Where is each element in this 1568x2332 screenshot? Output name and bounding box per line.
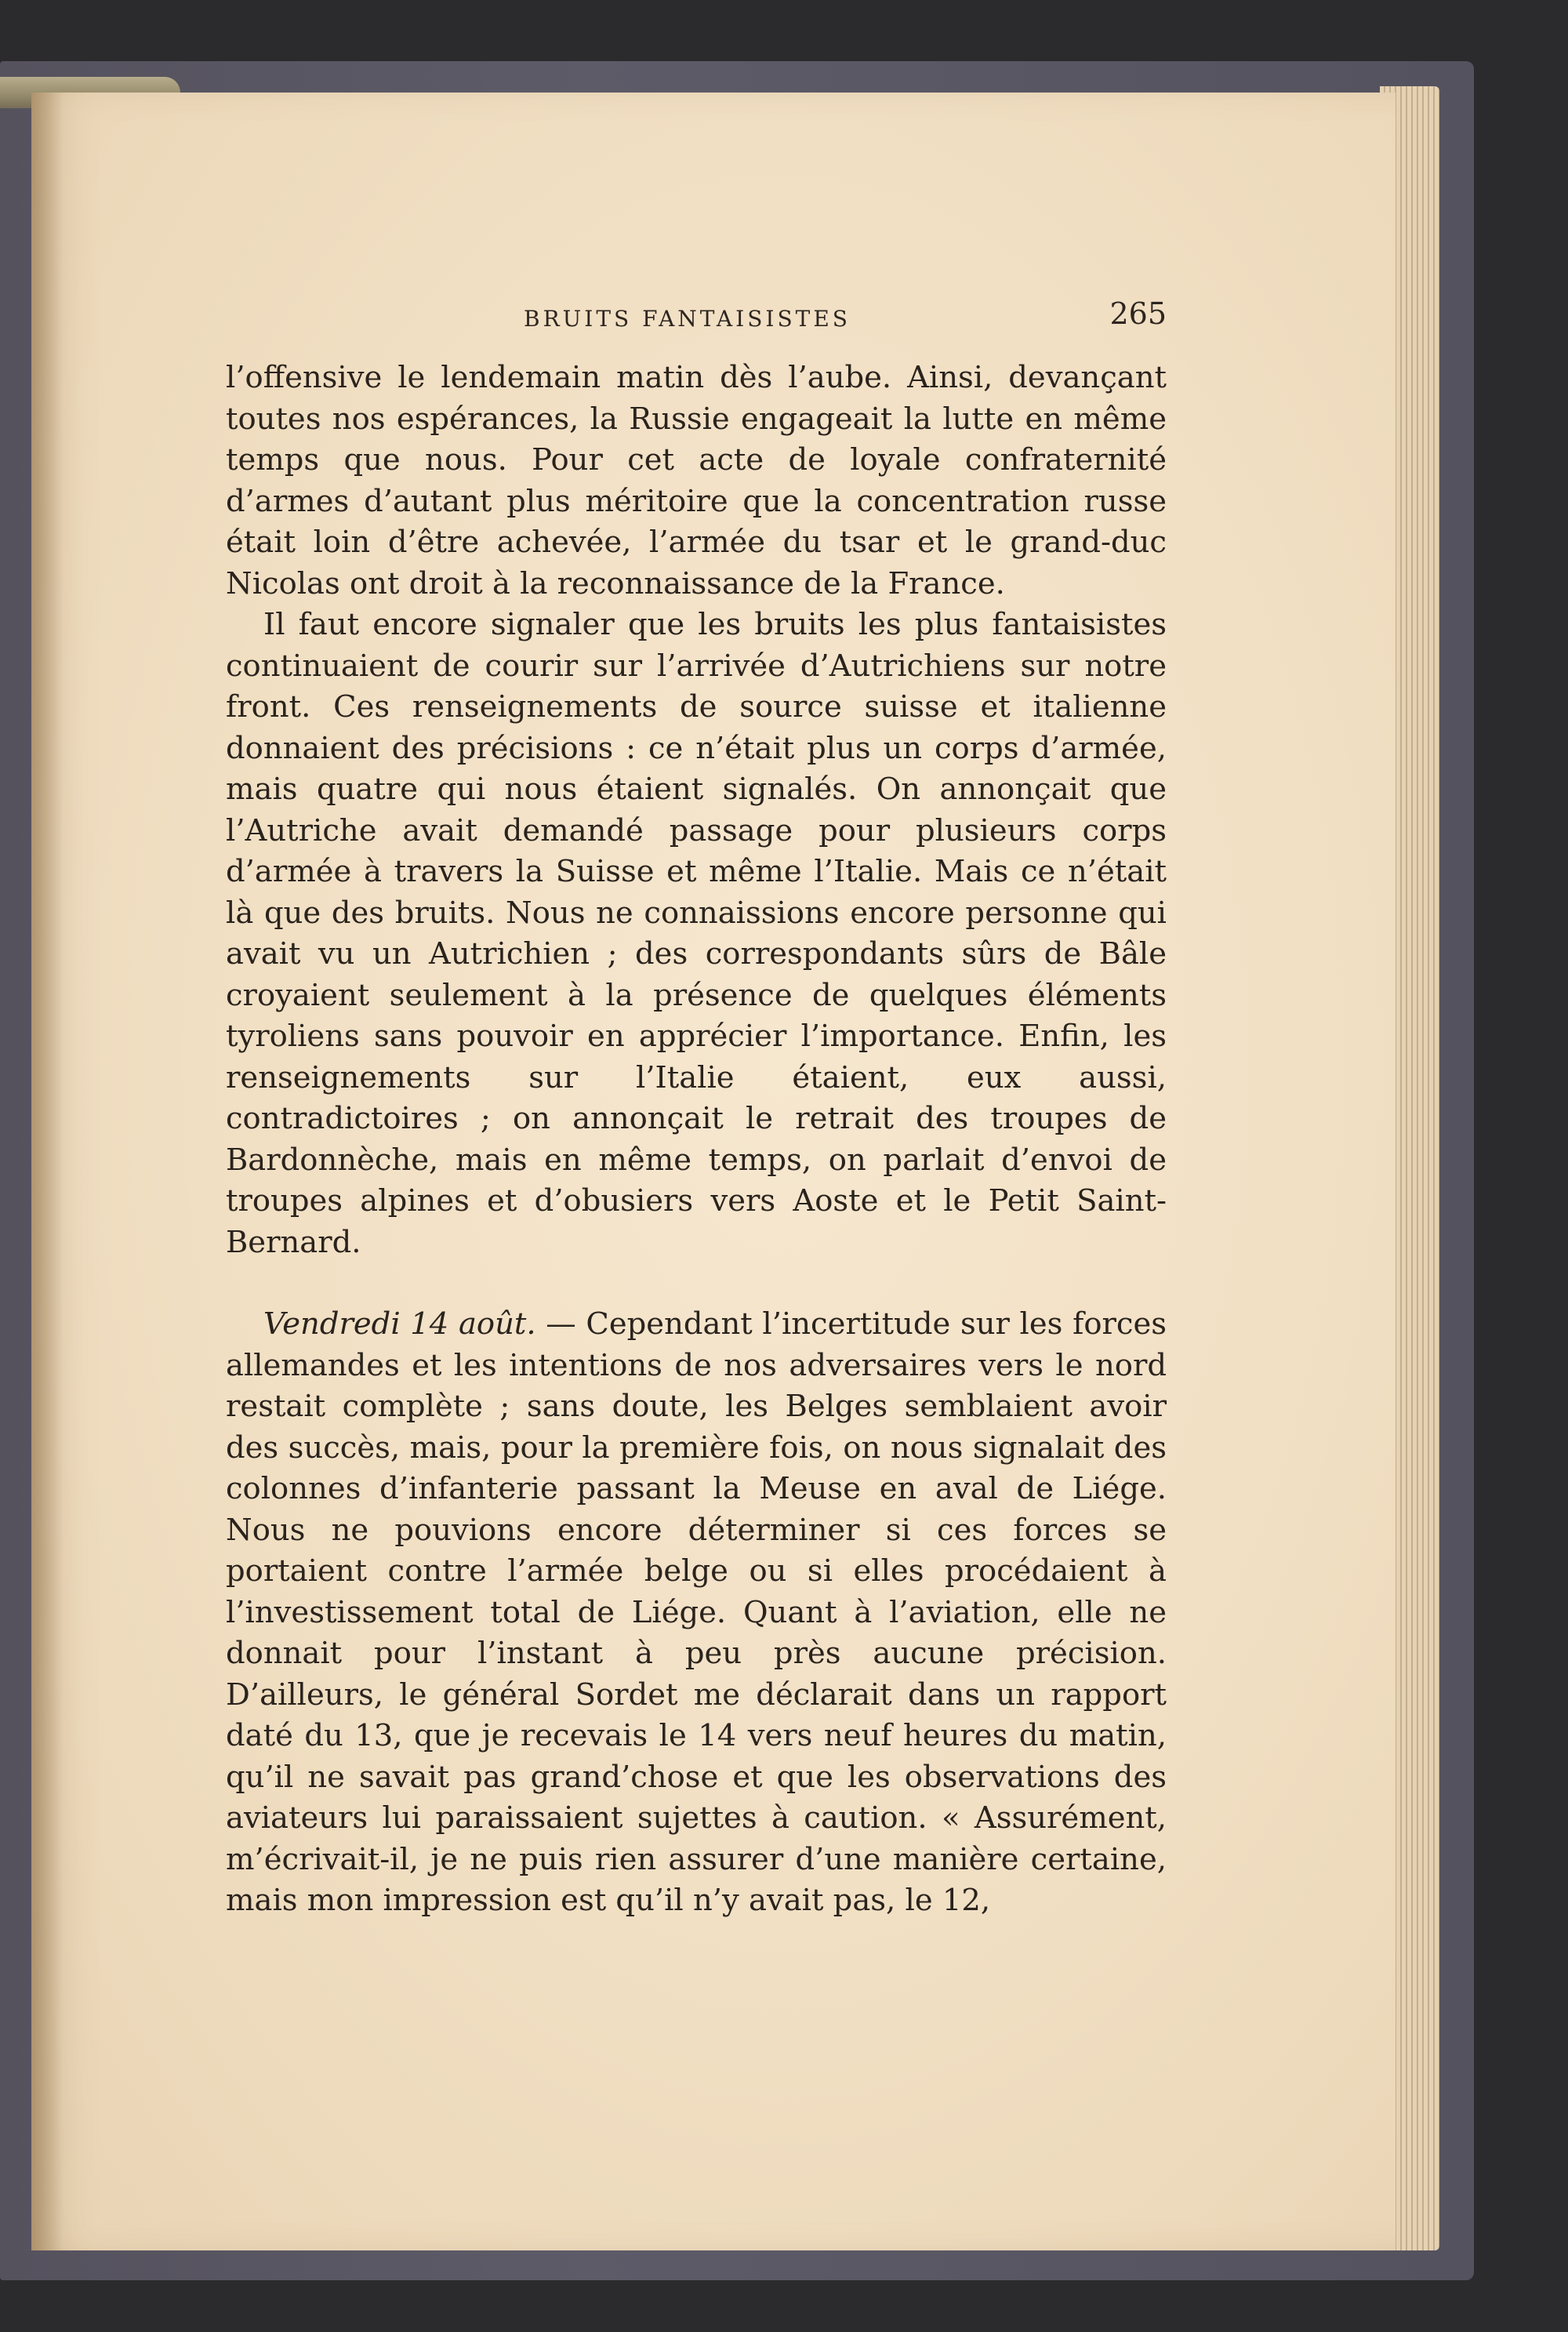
paragraph-3 — [226, 1304, 1167, 1922]
paragraph-1: l’offensive le lendemain matin dès l’aube. Ainsi, devançant toutes nos espérances, la Russie engageait la lutte en même temps que nous. Pour cet acte de loyale confraternité d’armes d’autant plus méritoire que la concentration russe était loin d’être achevée, l’armée du tsar et le grand-duc Nicolas ont droit à la reconnaissance de la France. — [226, 360, 1167, 601]
gutter-shadow — [31, 93, 63, 2250]
paragraph-3-text: — Cependant l’incertitude sur les forces allemandes et les intentions de nos adversaires vers le nord restait complète ; sans doute, les Belges semblaient avoir des succès, mais, pour la première fois, on nous signalait des colonnes d’infanterie passant la Meuse en aval de Liége. Nous ne pouvions encore déterminer si ces forces se portaient contre l’armée belge ou si elles procédaient à l’investissement total de Liége. Quant à l’aviation, elle ne donnait pour l’instant à peu près aucune précision. D’ailleurs, le général Sordet me déclarait dans un rapport daté du 13, que je recevais le 14 vers neuf heures du matin, qu’il ne savait pas grand’chose et que les observations des aviateurs lui paraissaient sujettes à caution. « Assurément, m’écrivait-il, je ne puis rien assurer d’une manière certaine, mais mon impression est qu’il n’y avait pas, le 12, — [226, 1306, 1167, 1918]
entry-date: Vendredi 14 août. — [263, 1306, 536, 1342]
running-title: BRUITS FANTAISISTES — [524, 306, 851, 332]
body-text — [226, 358, 1167, 1922]
page-header — [226, 290, 1167, 337]
page-number: 265 — [1109, 296, 1167, 331]
paragraph-2: Il faut encore signaler que les bruits les plus fantaisistes continuaient de courir sur l’arrivée d’Autrichiens sur notre front. Ces renseignements de source suisse et italienne donnaient des précisions : ce n’était plus un corps d’armée, mais quatre qui nous étaient signalés. On annonçait que l’Autriche avait demandé passage pour plusieurs corps d’armée à travers la Suisse et même l’Italie. Mais ce n’était là que des bruits. Nous ne connaissions encore personne qui avait vu un Autrichien ; des correspondants sûrs de Bâle croyaient seulement à la présence de quelques éléments tyroliens sans pouvoir en apprécier l’importance. Enfin, les renseignements sur l’Italie étaient, eux aussi, contradictoires ; on annonçait le retrait des troupes de Bardonnèche, mais en même temps, on parlait d’envoi de troupes alpines et d’obusiers vers Aoste et le Petit Saint-Bernard. — [226, 607, 1167, 1260]
